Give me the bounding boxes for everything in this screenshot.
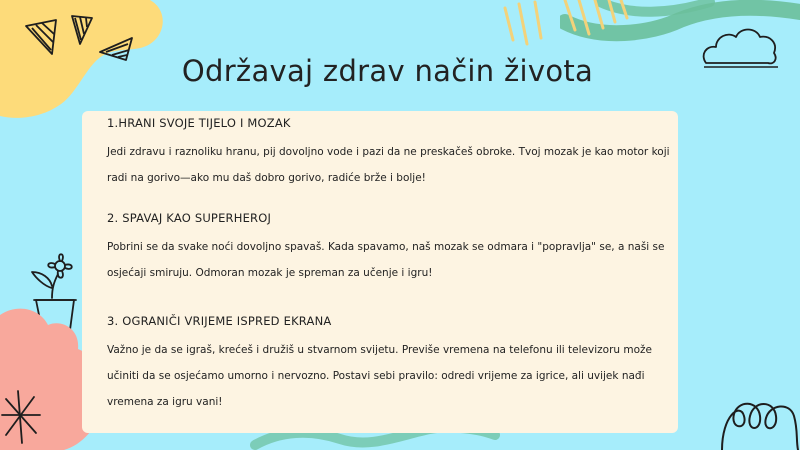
section-text: Jedi zdravu i raznoliku hranu, pij dovoljno vode i pazi da ne preskačeš obroke. Tvoj mozak je kao motor koji radi na gorivo—ako mu daš dobro gorivo, radiće brže i bolje! [107, 146, 670, 184]
content-card [82, 111, 678, 433]
section-text: Važno je da se igraš, krećeš i družiš u stvarnom svijetu. Previše vremena na telefonu ili televizoru može učiniti da se osjećamo umorno i nervozno. Postavi sebi pravilo: odredi vrijeme za igrice, ali uvijek nađi vremena za igru vani! [107, 344, 653, 408]
yellow-scribble [495, 0, 645, 50]
section-screen-time [107, 311, 677, 415]
page-title: Održavaj zdrav način života [181, 54, 594, 88]
section-text: Pobrini se da svake noći dovoljno spavaš. Kada spavamo, naš mozak se odmara i "popravlja" se, a naši se osjećaji smiruju. Odmoran mozak je spreman za učenje i igru! [107, 241, 665, 279]
section-heading: 1.HRANI SVOJE TIJELO I MOZAK [107, 116, 291, 130]
spiral-doodle-icon [718, 396, 800, 450]
section-heading: 2. SPAVAJ KAO SUPERHEROJ [107, 211, 272, 225]
section-sleep [107, 208, 677, 286]
section-nutrition [107, 113, 677, 191]
section-heading: 3. OGRANIČI VRIJEME ISPRED EKRANA [107, 314, 332, 328]
star-scribble-icon [0, 385, 50, 450]
